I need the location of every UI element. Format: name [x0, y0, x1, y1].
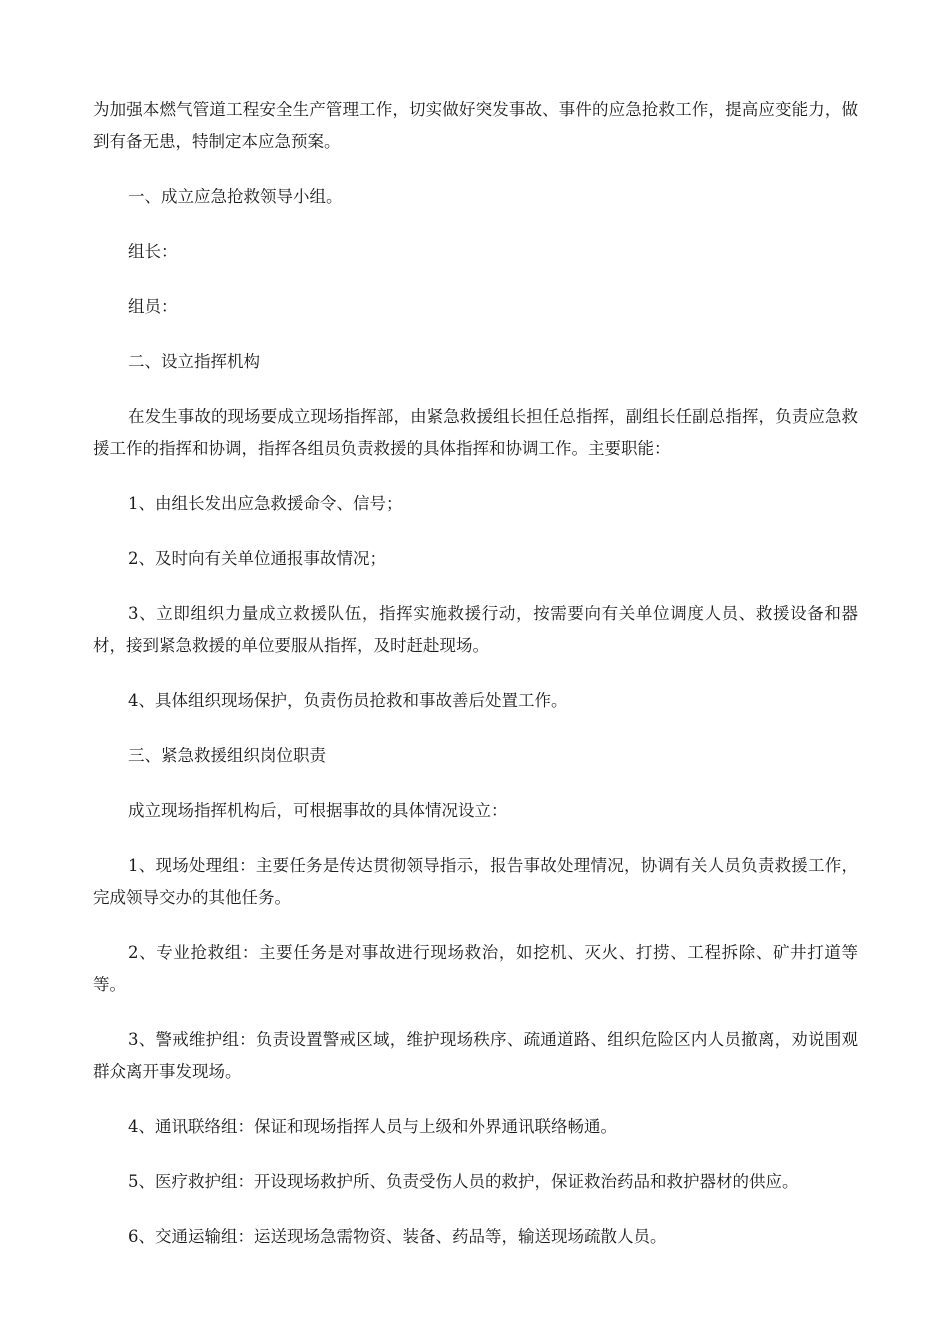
- team-item: 5、医疗救护组：开设现场救护所、负责受伤人员的救护，保证救治药品和救护器材的供应。: [128, 1172, 799, 1191]
- team-item: 3、警戒维护组：负责设置警戒区域，维护现场秩序、疏通道路、组织危险区内人员撤离，劝说围观群众离开事发现场。: [93, 1030, 858, 1081]
- function-item: 4、具体组织现场保护，负责伤员抢救和事故善后处置工作。: [128, 691, 568, 710]
- group-members-line: 组员：: [128, 297, 178, 316]
- group-leader-line: 组长：: [128, 242, 178, 261]
- function-item: 2、及时向有关单位通报事故情况；: [128, 549, 386, 568]
- section-heading-responsibilities: 三、紧急救援组织岗位职责: [128, 746, 326, 765]
- responsibilities-intro-paragraph: 成立现场指挥机构后，可根据事故的具体情况设立：: [128, 801, 508, 820]
- team-item: 2、专业抢救组：主要任务是对事故进行现场救治，如挖机、灭火、打捞、工程拆除、矿井打道等等。: [93, 943, 858, 994]
- team-item: 4、通讯联络组：保证和现场指挥人员与上级和外界通讯联络畅通。: [128, 1117, 617, 1136]
- team-item: 1、现场处理组：主要任务是传达贯彻领导指示，报告事故处理情况，协调有关人员负责救援工作，完成领导交办的其他任务。: [93, 856, 858, 907]
- command-description-paragraph: 在发生事故的现场要成立现场指挥部，由紧急救援组长担任总指挥，副组长任副总指挥，负责应急救援工作的指挥和协调，指挥各组员负责救援的具体指挥和协调工作。主要职能：: [93, 407, 858, 458]
- function-item: 1、由组长发出应急救援命令、信号；: [128, 494, 403, 513]
- team-item: 6、交通运输组：运送现场急需物资、装备、药品等，输送现场疏散人员。: [128, 1227, 667, 1246]
- document-body: [93, 94, 858, 1276]
- section-heading-leadership-group: 一、成立应急抢救领导小组。: [128, 187, 343, 206]
- intro-paragraph: 为加强本燃气管道工程安全生产管理工作，切实做好突发事故、事件的应急抢救工作，提高应变能力，做到有备无患，特制定本应急预案。: [93, 100, 858, 151]
- section-heading-command: 二、设立指挥机构: [128, 352, 260, 371]
- function-item: 3、立即组织力量成立救援队伍，指挥实施救援行动，按需要向有关单位调度人员、救援设备和器材，接到紧急救援的单位要服从指挥，及时赶赴现场。: [93, 604, 858, 655]
